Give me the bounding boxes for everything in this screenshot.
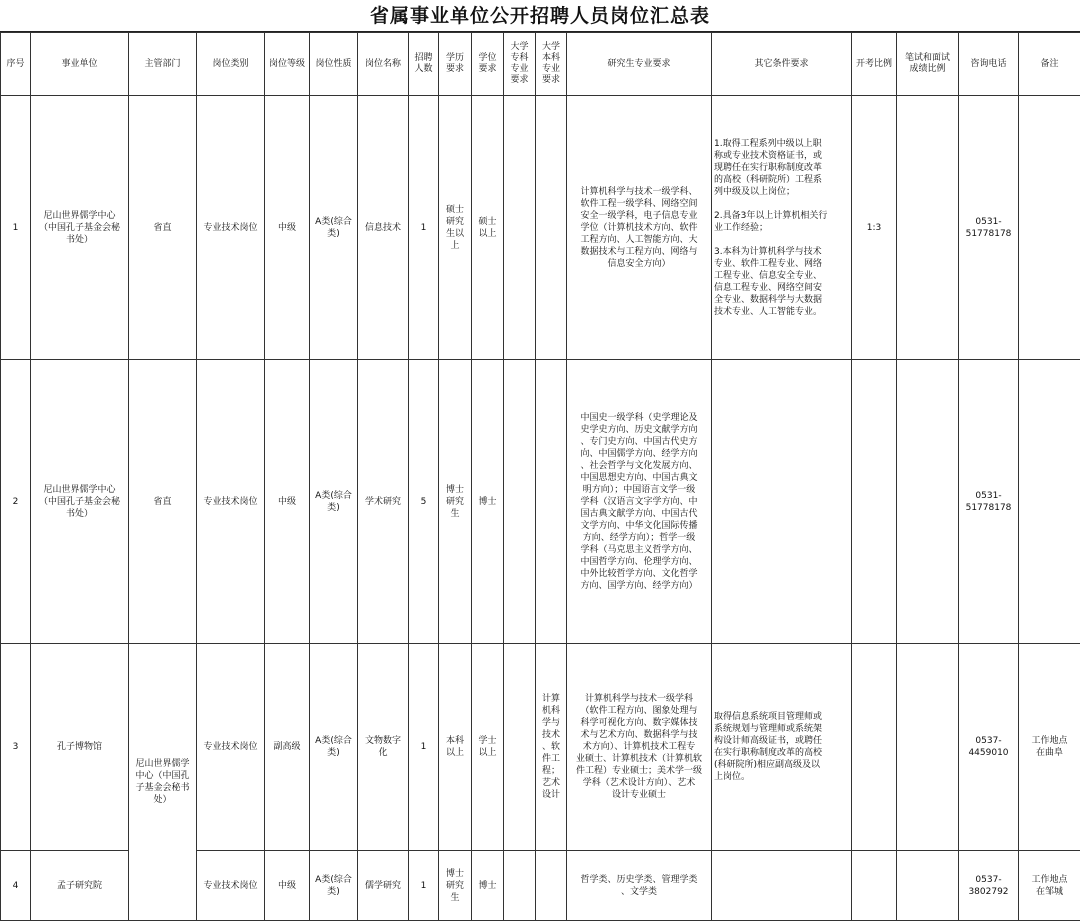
grad-major-cell: 哲学类、历史学类、管理学类 、文学类 [567,851,712,921]
education-cell: 硕士 研究 生以 上 [439,96,472,360]
bachelor-major-cell [536,851,567,921]
phone-cell: 0531- 51778178 [959,96,1019,360]
category-cell: 专业技术岗位 [197,851,265,921]
header-cell: 岗位类别 [197,33,265,96]
header-cell: 学历 要求 [439,33,472,96]
header-cell: 岗位等级 [265,33,310,96]
score-ratio-cell [897,851,959,921]
header-cell: 咨询电话 [959,33,1019,96]
unit-cell: 尼山世界儒学中心 （中国孔子基金会秘 书处） [31,360,129,644]
header-cell: 岗位性质 [310,33,358,96]
ratio-cell [852,644,897,851]
header-cell: 事业单位 [31,33,129,96]
phone-cell: 0537- 4459010 [959,644,1019,851]
unit-cell: 孟子研究院 [31,851,129,921]
score-ratio-cell [897,644,959,851]
bachelor-major-cell: 计算 机科 学与 技术 、软 件工 程； 艺术 设计 [536,644,567,851]
header-cell: 大学 本科 专业 要求 [536,33,567,96]
table-row [1,360,1080,644]
count-cell: 1 [409,644,439,851]
header-cell: 学位 要求 [472,33,504,96]
count-cell: 1 [409,851,439,921]
header-cell: 岗位名称 [358,33,409,96]
recruitment-table [0,32,1080,921]
education-cell: 本科 以上 [439,644,472,851]
nature-cell: A类(综合 类) [310,360,358,644]
nature-cell: A类(综合 类) [310,851,358,921]
remark-cell [1019,360,1080,644]
remark-cell: 工作地点 在曲阜 [1019,644,1080,851]
nature-cell: A类(综合 类) [310,96,358,360]
level-cell: 中级 [265,360,310,644]
bachelor-major-cell [536,360,567,644]
row-number: 2 [1,360,31,644]
position-cell: 学术研究 [358,360,409,644]
level-cell: 中级 [265,96,310,360]
header-cell: 研究生专业要求 [567,33,712,96]
header-cell: 招聘 人数 [409,33,439,96]
score-ratio-cell [897,360,959,644]
degree-cell: 博士 [472,360,504,644]
score-ratio-cell [897,96,959,360]
other-requirements-cell: 1.取得工程系列中级以上职 称或专业技术资格证书，或 现聘任在实行职称制度改革 的高校（科研院所）工程系 列中级及以上岗位； 2.具备3年以上计算机相关行 业工作经验； 3.本科为计算机科学与技术 专业、软件工程专业、网络 工程专业、信息安全专业、 信息工程专业、网络空间安 全专业、数据科学与大数据 技术专业、人工智能专业。 [712,96,852,360]
header-cell: 大学 专科 专业 要求 [504,33,536,96]
position-cell: 信息技术 [358,96,409,360]
other-requirements-cell: 取得信息系统项目管理师或 系统规划与管理师或系统架 构设计师高级证书，或聘任 在实行职称制度改革的高校 (科研院所)相应副高级及以 上岗位。 [712,644,852,851]
nature-cell: A类(综合 类) [310,644,358,851]
count-cell: 5 [409,360,439,644]
unit-cell: 尼山世界儒学中心 （中国孔子基金会秘 书处） [31,96,129,360]
college-major-cell [504,360,536,644]
remark-cell [1019,96,1080,360]
degree-cell: 博士 [472,851,504,921]
header-cell: 备注 [1019,33,1080,96]
remark-cell: 工作地点 在邹城 [1019,851,1080,921]
degree-cell: 学士 以上 [472,644,504,851]
grad-major-cell: 计算机科学与技术一级学科、 软件工程一级学科、网络空间 安全一级学科，电子信息专业 学位（计算机技术方向、软件 工程方向、人工智能方向、大 数据技术与工程方向、网络与 信息安全方向） [567,96,712,360]
unit-cell: 孔子博物馆 [31,644,129,851]
table-row [1,96,1080,360]
row-number: 4 [1,851,31,921]
level-cell: 副高级 [265,644,310,851]
header-cell: 主管部门 [129,33,197,96]
table-row [1,644,1080,851]
grad-major-cell: 中国史一级学科（史学理论及 史学史方向、历史文献学方向 、专门史方向、中国古代史方 向、中国儒学方向、经学方向 、社会哲学与文化发展方向、 中国思想史方向、中国古典文 明方向）；中国语言文学一级 学科（汉语言文字学方向、中 国古典文献学方向、中国古代 文学方向、中华文化国际传播 方向、经学方向）；哲学一级 学科（马克思主义哲学方向、 中国哲学方向、伦理学方向、 中外比较哲学方向、文化哲学 方向、国学方向、经学方向） [567,360,712,644]
row-number: 3 [1,644,31,851]
college-major-cell [504,96,536,360]
dept-cell: 尼山世界儒学 中心（中国孔 子基金会秘书 处） [129,644,197,921]
header-cell: 其它条件要求 [712,33,852,96]
header-cell: 序号 [1,33,31,96]
grad-major-cell: 计算机科学与技术一级学科 （软件工程方向、图象处理与 科学可视化方向、数字媒体技 术与艺术方向、数据科学与技 术方向）、计算机技术工程专 业硕士、计算机技术（计算机软 件工程）专业硕士；美术学一级 学科（艺术设计方向）、艺术 设计专业硕士 [567,644,712,851]
ratio-cell [852,851,897,921]
phone-cell: 0537- 3802792 [959,851,1019,921]
ratio-cell [852,360,897,644]
category-cell: 专业技术岗位 [197,96,265,360]
header-row [1,33,1080,96]
college-major-cell [504,644,536,851]
category-cell: 专业技术岗位 [197,644,265,851]
category-cell: 专业技术岗位 [197,360,265,644]
level-cell: 中级 [265,851,310,921]
dept-cell: 省直 [129,360,197,644]
position-cell: 文物数字 化 [358,644,409,851]
page-title: 省属事业单位公开招聘人员岗位汇总表 [0,0,1080,32]
position-cell: 儒学研究 [358,851,409,921]
other-requirements-cell [712,851,852,921]
phone-cell: 0531- 51778178 [959,360,1019,644]
header-cell: 笔试和面试 成绩比例 [897,33,959,96]
row-number: 1 [1,96,31,360]
degree-cell: 硕士 以上 [472,96,504,360]
education-cell: 博士 研究 生 [439,851,472,921]
college-major-cell [504,851,536,921]
other-requirements-cell [712,360,852,644]
header-cell: 开考比例 [852,33,897,96]
count-cell: 1 [409,96,439,360]
education-cell: 博士 研究 生 [439,360,472,644]
dept-cell: 省直 [129,96,197,360]
bachelor-major-cell [536,96,567,360]
ratio-cell: 1:3 [852,96,897,360]
